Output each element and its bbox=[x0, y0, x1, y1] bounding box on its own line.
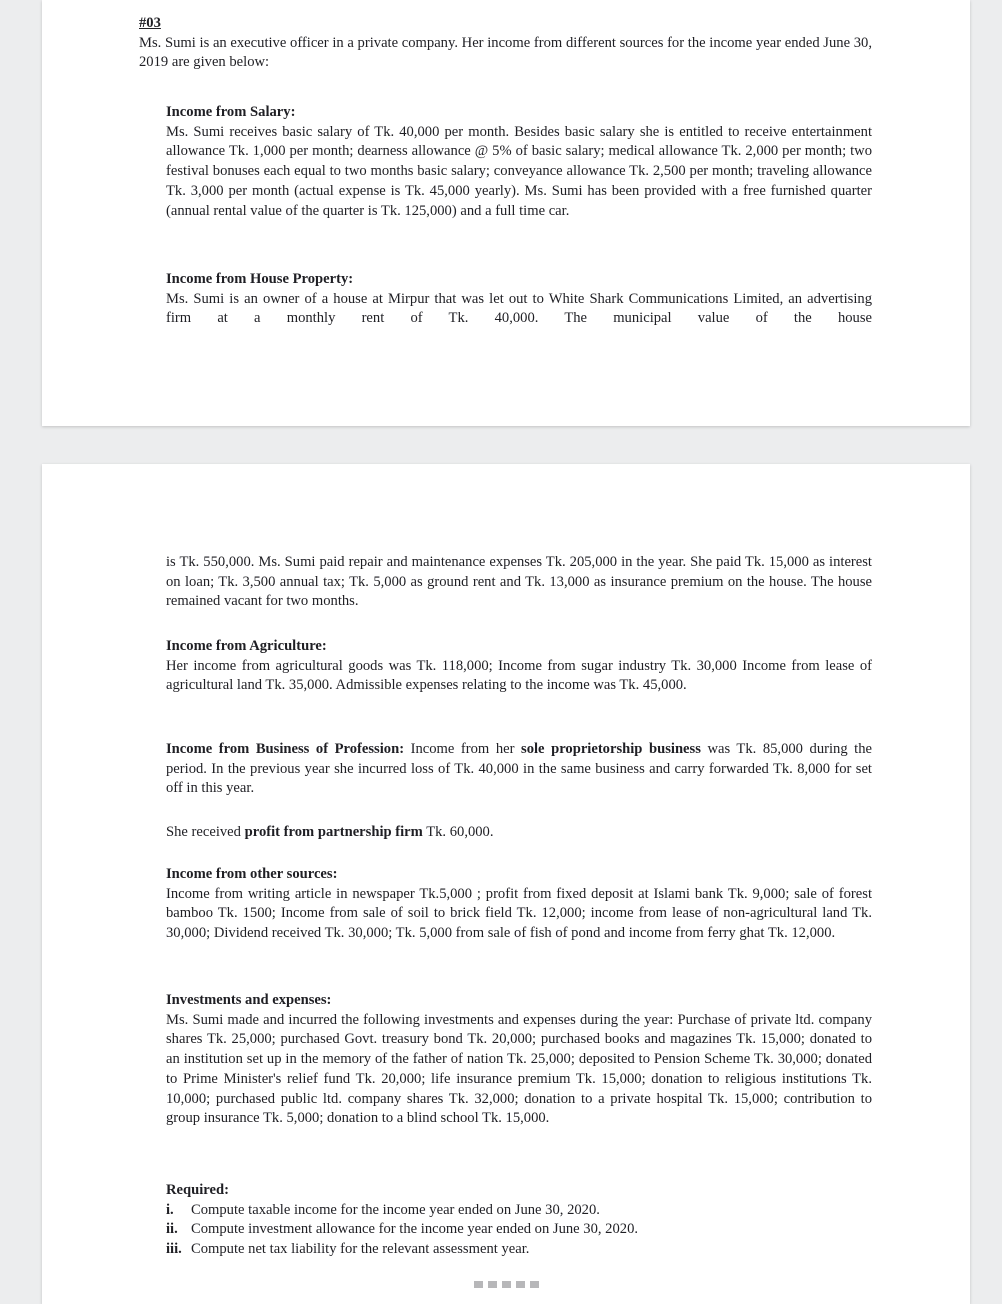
required-item-number: i. bbox=[166, 1201, 174, 1218]
business-text-b: was Tk. 85,000 during the period. In the previous year she incurred loss of Tk. 40,000 in the same business and carry forwarded Tk. 8,000 for set off in this year. bbox=[166, 741, 872, 797]
house-property-text-part2: is Tk. 550,000. Ms. Sumi paid repair and maintenance expenses Tk. 205,000 in the year. She paid Tk. 15,000 as interest on loan; Tk. 3,500 annual tax; Tk. 5,000 as ground rent and Tk. 13,000 as insurance premium on the house. The house remained vacant for two months. bbox=[166, 554, 872, 610]
investments-section bbox=[166, 991, 872, 1129]
house-property-text-part1: Ms. Sumi is an owner of a house at Mirpur that was let out to White Shark Communications Limited, an advertising firm at a monthly rent of Tk. 40,000. The municipal value of the house bbox=[166, 290, 872, 327]
business-text-a: Income from her bbox=[404, 741, 522, 757]
question-intro-block bbox=[139, 14, 872, 73]
required-item-text: Compute investment allowance for the income year ended on June 30, 2020. bbox=[191, 1221, 639, 1238]
salary-section bbox=[166, 103, 872, 221]
business-heading: Income from Business of Profession: bbox=[166, 741, 405, 757]
partnership-text-b: Tk. 60,000. bbox=[422, 824, 494, 840]
house-property-continued bbox=[166, 553, 872, 612]
cropped-next-line bbox=[474, 1281, 544, 1288]
required-item bbox=[166, 1201, 872, 1221]
required-section bbox=[166, 1181, 872, 1260]
required-item bbox=[166, 1220, 872, 1240]
house-property-section bbox=[166, 270, 872, 349]
document-page-1 bbox=[42, 0, 970, 426]
investments-text: Ms. Sumi made and incurred the following investments and expenses during the year: Purchase of private ltd. company shares Tk. 25,000; purchased Govt. treasury bond Tk. 20,000; purchased books and magazines Tk. 15,000; donated to an institution set up in the memory of the father of nation Tk. 25,000; deposited to Pension Scheme Tk. 30,000; donated to Prime Minister's relief fund Tk. 20,000; life insurance premium Tk. 15,000; donation to religious institutions Tk. 10,000; purchased public ltd. company shares Tk. 32,000; donation to a private hospital Tk. 15,000; contribution to group insurance Tk. 5,000; donation to a blind school Tk. 15,000. bbox=[166, 1011, 872, 1127]
required-item-number: ii. bbox=[166, 1221, 178, 1238]
agriculture-section bbox=[166, 637, 872, 696]
house-property-heading: Income from House Property: bbox=[166, 271, 354, 287]
required-item bbox=[166, 1240, 872, 1260]
document-page-2 bbox=[42, 464, 970, 1304]
partnership-section bbox=[166, 823, 872, 843]
question-number: #03 bbox=[139, 15, 161, 31]
agriculture-heading: Income from Agriculture: bbox=[166, 638, 327, 654]
required-item-number: iii. bbox=[166, 1241, 182, 1258]
required-item-text: Compute taxable income for the income year ended on June 30, 2020. bbox=[191, 1201, 600, 1218]
partnership-bold-a: profit from partnership firm bbox=[244, 824, 423, 840]
question-intro: Ms. Sumi is an executive officer in a private company. Her income from different sources for the income year ended June 30, 2019 are given below: bbox=[139, 34, 872, 71]
other-sources-text: Income from writing article in newspaper Tk.5,000 ; profit from fixed deposit at Islami bank Tk. 9,000; sale of forest bamboo Tk. 1500; Income from sale of soil to brick field Tk. 12,000; income from lease of non-agricultural land Tk. 30,000; Dividend received Tk. 30,000; Tk. 5,000 from sale of fish of pond and income from ferry ghat Tk. 12,000. bbox=[166, 885, 872, 942]
business-bold-a: sole proprietorship business bbox=[521, 741, 701, 757]
required-heading: Required: bbox=[166, 1182, 229, 1198]
partnership-text-a: She received bbox=[166, 824, 245, 840]
salary-text: Ms. Sumi receives basic salary of Tk. 40,000 per month. Besides basic salary she is entitled to receive entertainment allowance Tk. 1,000 per month; dearness allowance @ 5% of basic salary; medical allowance Tk. 2,000 per month; two festival bonuses each equal to two months basic salary; conveyance allowance Tk. 2,500 per month; traveling allowance Tk. 3,000 per month (actual expense is Tk. 45,000 yearly). Ms. Sumi has been provided with a free furnished quarter (annual rental value of the quarter is Tk. 125,000) and a full time car. bbox=[166, 123, 872, 219]
required-item-text: Compute net tax liability for the relevant assessment year. bbox=[191, 1241, 530, 1258]
other-sources-section bbox=[166, 865, 872, 944]
required-list bbox=[166, 1201, 872, 1260]
salary-heading: Income from Salary: bbox=[166, 104, 296, 120]
other-sources-heading: Income from other sources: bbox=[166, 866, 338, 882]
business-section bbox=[166, 740, 872, 799]
investments-heading: Investments and expenses: bbox=[166, 992, 332, 1008]
agriculture-text: Her income from agricultural goods was Tk. 118,000; Income from sugar industry Tk. 30,000 Income from lease of agricultural land Tk. 35,000. Admissible expenses relating to the income was Tk. 45,000. bbox=[166, 657, 872, 694]
